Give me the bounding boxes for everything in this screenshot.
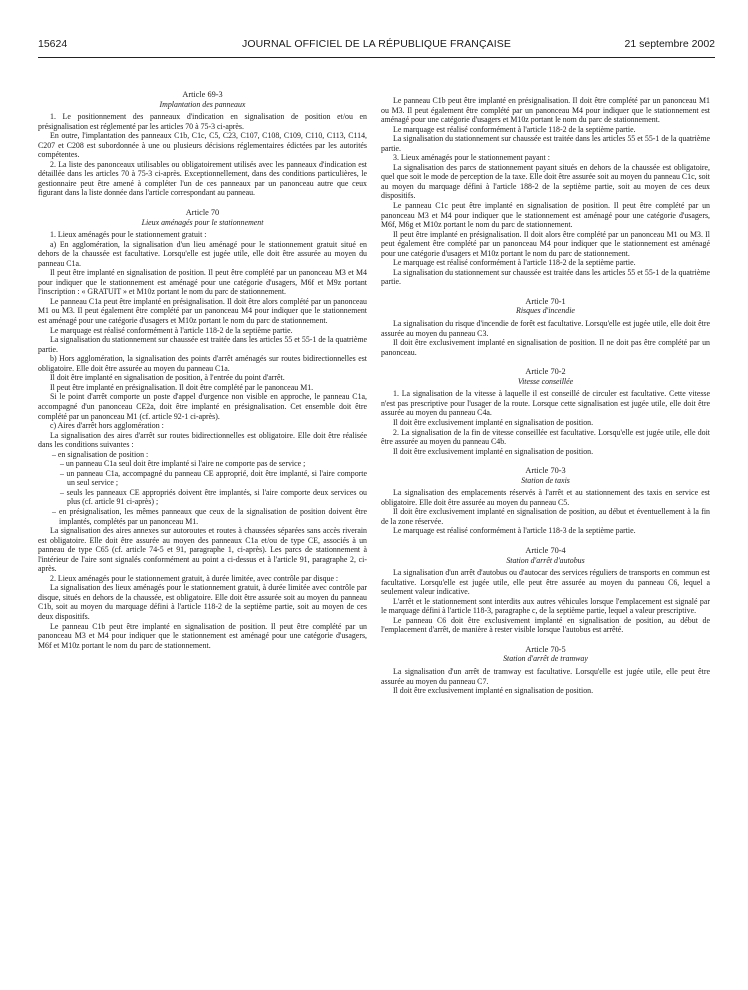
- header-rule: [38, 57, 715, 58]
- left-column: [38, 90, 367, 650]
- paragraph: La signalisation d'un arrêt d'autobus ou d'autocar des services réguliers de transports en commun est facultative. Lorsqu'elle est jugée utile, elle peut être assurée au moyen du panneau C6, lequel a seulement valeur indicative.: [381, 568, 710, 597]
- article-subtitle: Vitesse conseillée: [517, 376, 574, 386]
- paragraph: Le marquage est réalisé conformément à l'article 118-2 de la septième partie.: [393, 258, 636, 268]
- paragraph: La signalisation des aires d'arrêt sur routes bidirectionnelles est obligatoire. Elle doit être réalisée dans les conditions suivantes :: [38, 430, 367, 450]
- paragraph: 2. La signalisation de la fin de vitesse conseillée est facultative. Lorsqu'elle est jugée utile, elle doit être assurée au moyen du panneau C4b.: [381, 427, 710, 447]
- article-subtitle: Station de taxis: [521, 475, 570, 485]
- sub-list: [38, 459, 367, 507]
- journal-title: JOURNAL OFFICIEL DE LA RÉPUBLIQUE FRANÇAISE: [242, 38, 511, 50]
- paragraph: 3. Lieux aménagés pour le stationnement payant :: [393, 153, 550, 163]
- paragraph: La signalisation des aires annexes sur autoroutes et routes à chaussées séparées sans accès riverain est obligatoire. Elle doit être assurée au moyen des panneaux C1a et/ou de type CE, associés à un panneau de type C65 (cf. article 74-5 et 91, paragraphe 1, ci-après). Les parcs de stationnement à l'intérieur de l'aire sont signalés conformément au point a ci-dessus et à l'article 91, paragraphe 2, ci-après.: [38, 526, 367, 574]
- list-item: – en signalisation de position :: [52, 450, 367, 460]
- paragraph: Le marquage est réalisé conformément à l'article 118-2 de la septième partie.: [50, 325, 293, 335]
- article-heading: Article 70-1: [525, 296, 566, 306]
- paragraph: Il doit être exclusivement implanté en signalisation de position.: [393, 446, 594, 456]
- paragraph: L'arrêt et le stationnement sont interdits aux autres véhicules lorsque l'emplacement est signalé par le marquage défini à l'article 118-3, paragraphe c, de la septième partie, lequel a valeur prescriptive.: [381, 596, 710, 616]
- conditions-list: [38, 450, 367, 460]
- paragraph: Le panneau C1a peut être implanté en présignalisation. Il doit être alors complété par un panonceau M1 ou M3. Il peut également être complété par un panonceau M4 pour indiquer que le stationnement est aménagé pour une catégorie d'usagers et M10z portant le nom du parc de stationnement.: [38, 296, 367, 326]
- publication-date: 21 septembre 2002: [624, 38, 715, 50]
- paragraph: 2. La liste des panonceaux utilisables ou obligatoirement utilisés avec les panneaux d'indication est détaillée dans les articles 70 à 75-3 ci-après. Exceptionnellement, dans des conditions particulières, le gestionnaire peut être amené à compléter l'un de ces panneaux par un panonceau autre que ceux figurant dans la liste donnée dans l'article correspondant au panneau.: [38, 159, 367, 198]
- paragraph: La signalisation des parcs de stationnement payant situés en dehors de la chaussée est obligatoire, quel que soit le mode de perception de la taxe. Elle doit être assurée soit au moyen du panneau C1c, soit au moyen du marquage défini à l'article 188-2 de la septième partie, soit au moyen de ces deux dispositifs.: [381, 162, 710, 201]
- paragraph: 1. Lieux aménagés pour le stationnement gratuit :: [50, 230, 207, 240]
- paragraph: Le panneau C1c peut être implanté en signalisation de position. Il peut être complété par un panonceau M3 et M4 pour indiquer que le stationnement est aménagé pour une catégorie d'usagers, M6f, M6g et M10z portant le nom du parc de stationnement.: [381, 201, 710, 230]
- paragraph: La signalisation du stationnement sur chaussée est traitée dans les articles 55 et 55-1 de la quatrième partie.: [381, 267, 710, 287]
- paragraph: Il peut être implanté en signalisation de position. Il peut être complété par un panonceau M3 et M4 pour indiquer que le stationnement est aménagé pour une catégorie d'usagers, M6f et M9z portant l'inscription : « GRATUIT » et M10z portant le nom du parc de stationnement.: [38, 268, 367, 297]
- paragraph: Le panneau C6 doit être exclusivement implanté en signalisation de position, au début de l'emplacement d'arrêt, de manière à rester visible lorsque l'autobus est arrêté.: [381, 615, 710, 635]
- paragraph: b) Hors agglomération, la signalisation des points d'arrêt aménagés sur routes bidirectionnelles est obligatoire. Elle doit être assurée au moyen du panneau C1a.: [38, 354, 367, 373]
- article-subtitle: Station d'arrêt d'autobus: [506, 555, 585, 565]
- paragraph: En outre, l'implantation des panneaux C1b, C1c, C5, C23, C107, C108, C109, C110, C113, C114, C207 et C208 est subordonnée à une ou plusieurs décisions réglementaires édictées par les autorités compétentes.: [38, 131, 367, 160]
- paragraph: Il doit être exclusivement implanté en signalisation de position, au début et éventuellement à la fin de la zone réservée.: [381, 507, 710, 526]
- conditions-list: [38, 507, 367, 526]
- paragraph: Le marquage est réalisé conformément à l'article 118-2 de la septième partie.: [393, 124, 636, 134]
- paragraph: La signalisation d'un arrêt de tramway est facultative. Lorsqu'elle est jugée utile, elle peut être assurée au moyen du panneau C7.: [381, 666, 710, 686]
- paragraph: Il peut être implanté en présignalisation. Il doit alors être complété par un panonceau M1 ou M3. Il peut également être complété par un panonceau M4 pour indiquer que le stationnement est aménagé pour une catégorie d'usagers et M10z portant le nom du parc de stationnement.: [381, 229, 710, 258]
- page-header: [38, 38, 715, 54]
- paragraph: Il doit être exclusivement implanté en signalisation de position.: [393, 686, 594, 696]
- paragraph: Il doit être exclusivement implanté en signalisation de position.: [393, 417, 594, 427]
- article-heading: Article 70-2: [525, 367, 566, 377]
- paragraph: c) Aires d'arrêt hors agglomération :: [50, 421, 164, 431]
- paragraph: La signalisation du stationnement sur chaussée est traitée dans les articles 55 et 55-1 de la quatrième partie.: [381, 134, 710, 153]
- paragraph: 1. Le positionnement des panneaux d'indication en signalisation de position et/ou en présignalisation est réglementé par les articles 70 à 75-3 ci-après.: [38, 112, 367, 131]
- paragraph: Le panneau C1b peut être implanté en présignalisation. Il doit être complété par un panonceau M1 ou M3. Il peut également être complété par un panonceau M4 pour indiquer que le stationnement est aménagé pour une catégorie d'usagers et M10z portant le nom du parc de stationnement.: [381, 96, 710, 125]
- article-heading: Article 70: [185, 208, 220, 218]
- paragraph: a) En agglomération, la signalisation d'un lieu aménagé pour le stationnement gratuit situé en dehors de la chaussée est facultative. Lorsqu'elle est jugée utile, elle doit être assurée au moyen du panneau C1a.: [38, 239, 367, 268]
- article-heading: Article 70-4: [525, 545, 566, 555]
- article-subtitle: Implantation des panneaux: [159, 99, 246, 109]
- paragraph: Il peut être implanté en présignalisation. Il doit être complété par le panonceau M1.: [50, 382, 314, 392]
- right-column: [381, 96, 710, 696]
- paragraph: Le marquage est réalisé conformément à l'article 118-3 de la septième partie.: [393, 526, 636, 536]
- paragraph: Si le point d'arrêt comporte un poste d'appel d'urgence non visible en approche, le panneau C1a, accompagné d'un panonceau CE2a, doit être implanté en présignalisation. Cet ensemble doit être complété par un panonceau M1 (cf. article 92-1 ci-après).: [38, 392, 367, 421]
- list-item: – un panneau C1a seul doit être implanté si l'aire ne comporte pas de service ;: [60, 459, 367, 469]
- article-heading: Article 70-5: [525, 644, 566, 654]
- paragraph: La signalisation du risque d'incendie de forêt est facultative. Lorsqu'elle est jugée utile, elle doit être assurée au moyen du panneau C3.: [381, 319, 710, 338]
- list-item: – seuls les panneaux CE appropriés doivent être implantés, si l'aire comporte deux services ou plus (cf. article 91 ci-après) ;: [60, 488, 367, 507]
- paragraph: Il doit être implanté en signalisation de position, à l'entrée du point d'arrêt.: [50, 373, 285, 383]
- paragraph: La signalisation des emplacements réservés à l'arrêt et au stationnement des taxis en service est obligatoire. Elle doit être assurée au moyen du panneau C5.: [381, 488, 710, 507]
- article-heading: Article 69-3: [182, 90, 223, 99]
- paragraph: 1. La signalisation de la vitesse à laquelle il est conseillé de circuler est facultative. Cette vitesse n'est pas prescriptive pour l'usager de la route. Lorsque cette signalisation est jugée utile, elle doit être assurée au moyen du panneau C4a.: [381, 389, 710, 418]
- paragraph: Le panneau C1b peut être implanté en signalisation de position. Il peut être complété par un panonceau M3 et M4 pour indiquer que le stationnement est aménagé pour une catégorie d'usagers, M6f et M10z portant le nom du parc de stationnement.: [38, 621, 367, 650]
- article-subtitle: Lieux aménagés pour le stationnement: [141, 217, 264, 227]
- article-subtitle: Station d'arrêt de tramway: [503, 654, 588, 664]
- paragraph: La signalisation des lieux aménagés pour le stationnement gratuit, à durée limitée avec contrôle par disque, situés en dehors de la chaussée, est obligatoire. Elle doit être assurée soit au moyen du panneau C1b, soit au moyen du marquage défini à l'article 118-2 de la septième partie, soit au moyen de ces deux dispositifs.: [38, 583, 367, 621]
- list-item: – un panneau C1a, accompagné du panneau CE approprié, doit être implanté, si l'aire comporte un seul service ;: [60, 469, 367, 488]
- paragraph: 2. Lieux aménagés pour le stationnement gratuit, à durée limitée, avec contrôle par disque :: [50, 573, 339, 583]
- article-subtitle: Risques d'incendie: [516, 306, 575, 316]
- paragraph: La signalisation du stationnement sur chaussée est traitée dans les articles 55 et 55-1 de la quatrième partie.: [38, 335, 367, 354]
- page-number: 15624: [38, 38, 68, 50]
- paragraph: Il doit être exclusivement implanté en signalisation de position. Il ne doit pas être complété par un panonceau.: [381, 338, 710, 357]
- list-item: – en présignalisation, les mêmes panneaux que ceux de la signalisation de position doivent être implantés, complétés par un panonceau M1.: [52, 507, 367, 526]
- article-heading: Article 70-3: [525, 466, 566, 476]
